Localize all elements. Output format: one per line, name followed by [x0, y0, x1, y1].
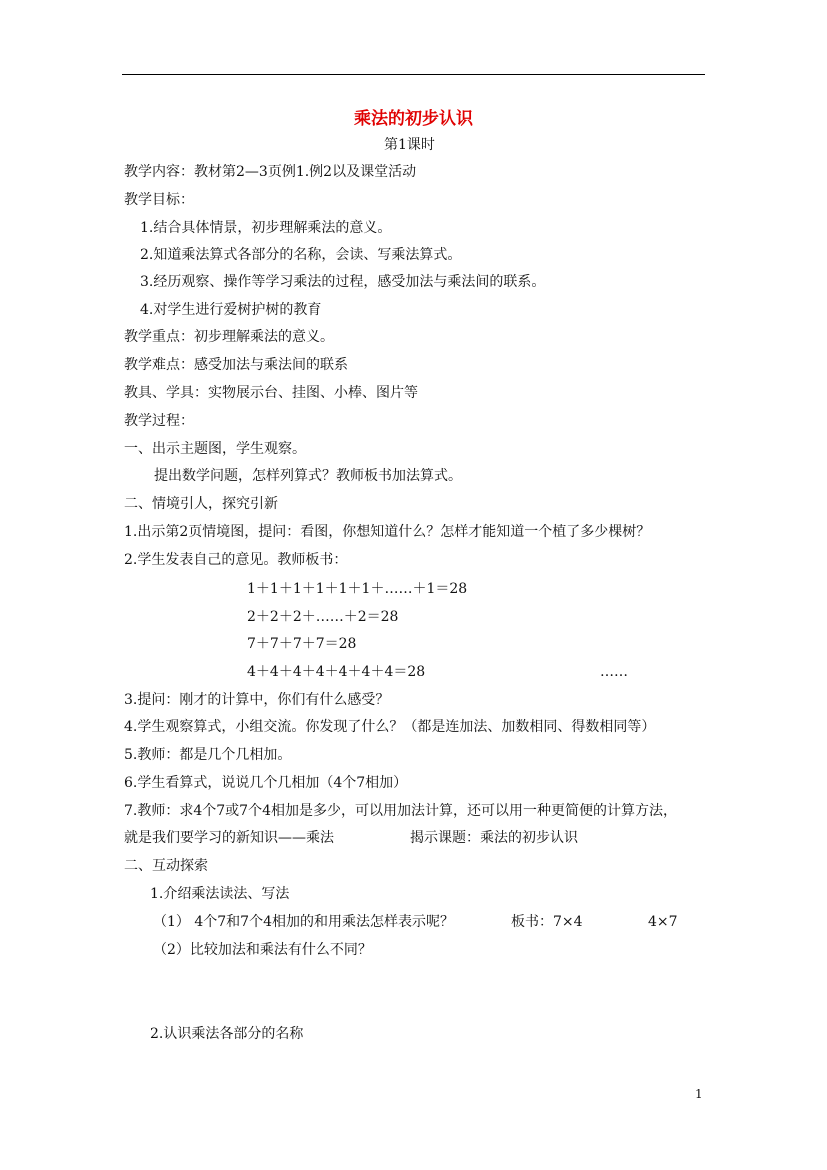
board-writing-2: 4×7 [648, 914, 678, 930]
difficult-point: 教学难点：感受加法与乘法间的联系 [124, 357, 348, 373]
step-6: 6.学生看算式，说说几个几相加（4个7相加） [124, 775, 408, 791]
section-1-heading: 一、出示主题图，学生观察。 [124, 441, 306, 457]
goal-1: 1.结合具体情景，初步理解乘法的意义。 [140, 220, 392, 236]
subsection-2: 2.认识乘法各部分的名称 [150, 1026, 304, 1042]
teaching-process-heading: 教学过程： [124, 413, 194, 429]
equation-1: 1＋1＋1＋1＋1＋1＋……＋1＝28 [247, 581, 468, 597]
equation-2: 2＋2＋2＋……＋2＝28 [247, 609, 399, 625]
equation-3: 7＋7＋7＋7＝28 [247, 636, 357, 652]
question-1: （1） 4个7和7个4相加的和用乘法怎样表示呢？ [153, 914, 454, 930]
goal-3: 3.经历观察、操作等学习乘法的过程，感受加法与乘法间的联系。 [140, 274, 546, 290]
equation-4: 4＋4＋4＋4＋4＋4＋4＝28 [247, 664, 426, 680]
goal-4: 4.对学生进行爱树护树的教育 [140, 302, 322, 318]
board-writing-1: 板书：7×4 [511, 914, 583, 930]
ellipsis: …… [600, 664, 628, 680]
step-5: 5.教师：都是几个几相加。 [124, 747, 292, 763]
page-number: 1 [695, 1087, 703, 1101]
header-rule [122, 74, 705, 75]
teaching-content: 教学内容：教材第2—3页例1.例2以及课堂活动 [124, 164, 417, 180]
step-3: 3.提问：刚才的计算中，你们有什么感受？ [124, 692, 390, 708]
doc-title: 乘法的初步认识 [354, 109, 473, 129]
section-3-heading: 二、互动探索 [124, 858, 208, 874]
lesson-period: 第1课时 [384, 137, 435, 153]
reveal-topic: 揭示课题：乘法的初步认识 [410, 830, 578, 846]
teaching-goals-heading: 教学目标： [124, 192, 194, 208]
key-point: 教学重点：初步理解乘法的意义。 [124, 329, 334, 345]
step-4: 4.学生观察算式，小组交流。你发现了什么？（都是连加法、加数相同、得数相同等） [124, 719, 656, 735]
section-2-heading: 二、情境引人，探究引新 [124, 496, 278, 512]
step-1: 1.出示第2页情境图，提问：看图，你想知道什么？怎样才能知道一个植了多少棵树？ [124, 524, 651, 540]
step-2: 2.学生发表自己的意见。教师板书： [124, 552, 348, 568]
subsection-1: 1.介绍乘法读法、写法 [150, 886, 290, 902]
section-1-text: 提出数学问题，怎样列算式？教师板书加法算式。 [154, 468, 462, 484]
teaching-tools: 教具、学具：实物展示台、挂图、小棒、图片等 [124, 385, 418, 401]
step-7-continued: 就是我们要学习的新知识——乘法 [124, 830, 334, 846]
step-7: 7.教师：求4个7或7个4相加是多少，可以用加法计算，还可以用一种更简便的计算方法， [124, 803, 677, 819]
question-2: （2）比较加法和乘法有什么不同？ [153, 942, 372, 958]
goal-2: 2.知道乘法算式各部分的名称，会读、写乘法算式。 [140, 247, 462, 263]
